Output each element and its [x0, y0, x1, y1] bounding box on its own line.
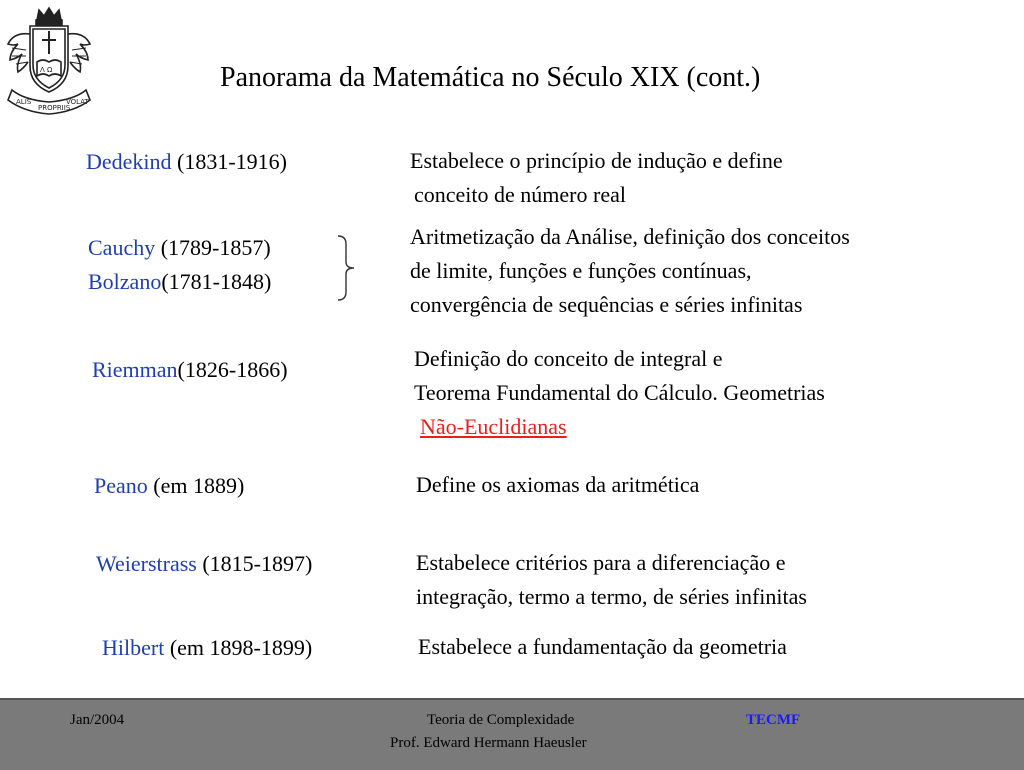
entry-name: Bolzano: [88, 269, 162, 294]
entry-dedekind-desc-line-1: Estabelece o princípio de indução e define: [410, 148, 783, 173]
entry-name: Cauchy: [88, 235, 156, 260]
slide-footer: [0, 698, 1024, 770]
entry-name: Peano: [94, 473, 148, 498]
entry-name: Riemman: [92, 357, 178, 382]
motto-center: PROPRIIS: [38, 104, 71, 112]
entry-hilbert-desc-line-1: Estabelece a fundamentação da geometria: [418, 634, 787, 659]
entry-dates: (1789-1857): [155, 235, 271, 260]
entry-dedekind-desc-line-2: conceito de número real: [414, 182, 626, 207]
entry-dedekind-name-line: [86, 148, 287, 176]
entry-dates: (em 1889): [147, 473, 245, 498]
motto-right: VOLAT: [66, 98, 89, 106]
curly-brace: [336, 234, 358, 302]
entry-bolzano-desc-line-2: de limite, funções e funções contínuas,: [410, 258, 752, 283]
non-euclidean-link[interactable]: Não-Euclidianas: [420, 414, 567, 439]
entry-dates: (em 1898-1899): [164, 635, 313, 660]
entry-name: Dedekind: [86, 149, 172, 174]
entry-dates: (1815-1897): [196, 551, 313, 576]
entry-weierstrass-desc-line-2: integração, termo a termo, de séries infinitas: [416, 584, 807, 609]
motto-left: ALIS: [16, 98, 32, 106]
entry-dates: (1826-1866): [177, 357, 288, 382]
slide-title: Panorama da Matemática no Século XIX (cont.): [220, 62, 761, 93]
entry-dates: (1831-1916): [171, 149, 288, 174]
university-crest-logo: [4, 4, 94, 120]
footer-course: Teoria de Complexidade: [427, 712, 575, 728]
entry-weierstrass-desc-line-1: Estabelece critérios para a diferenciação e: [416, 550, 786, 575]
entry-riemman-desc-line-2: Teorema Fundamental do Cálculo. Geometrias: [414, 380, 825, 405]
footer-org: TECMF: [746, 712, 801, 728]
entry-bolzano-desc-line-1: Aritmetização da Análise, definição dos conceitos: [410, 224, 850, 249]
footer-professor: Prof. Edward Hermann Haeusler: [390, 735, 587, 751]
footer-date: Jan/2004: [70, 712, 125, 728]
entry-name: Weierstrass: [96, 551, 197, 576]
entry-dates: (1781-1848): [161, 269, 272, 294]
entry-name: Hilbert: [102, 635, 165, 660]
entry-peano-desc-line-1: Define os axiomas da aritmética: [416, 472, 700, 497]
entry-bolzano-name-line: [88, 268, 271, 296]
entry-cauchy-name-line: [88, 234, 271, 262]
entry-riemman-desc-line-1: Definição do conceito de integral e: [414, 346, 723, 371]
entry-bolzano-desc-line-3: convergência de sequências e séries infinitas: [410, 292, 803, 317]
entry-riemman-name-line: [92, 356, 288, 384]
book-letters: Λ Ω: [40, 66, 53, 74]
entry-hilbert-name-line: [102, 634, 312, 662]
entry-weierstrass-name-line: [96, 550, 312, 578]
entry-peano-name-line: [94, 472, 244, 500]
